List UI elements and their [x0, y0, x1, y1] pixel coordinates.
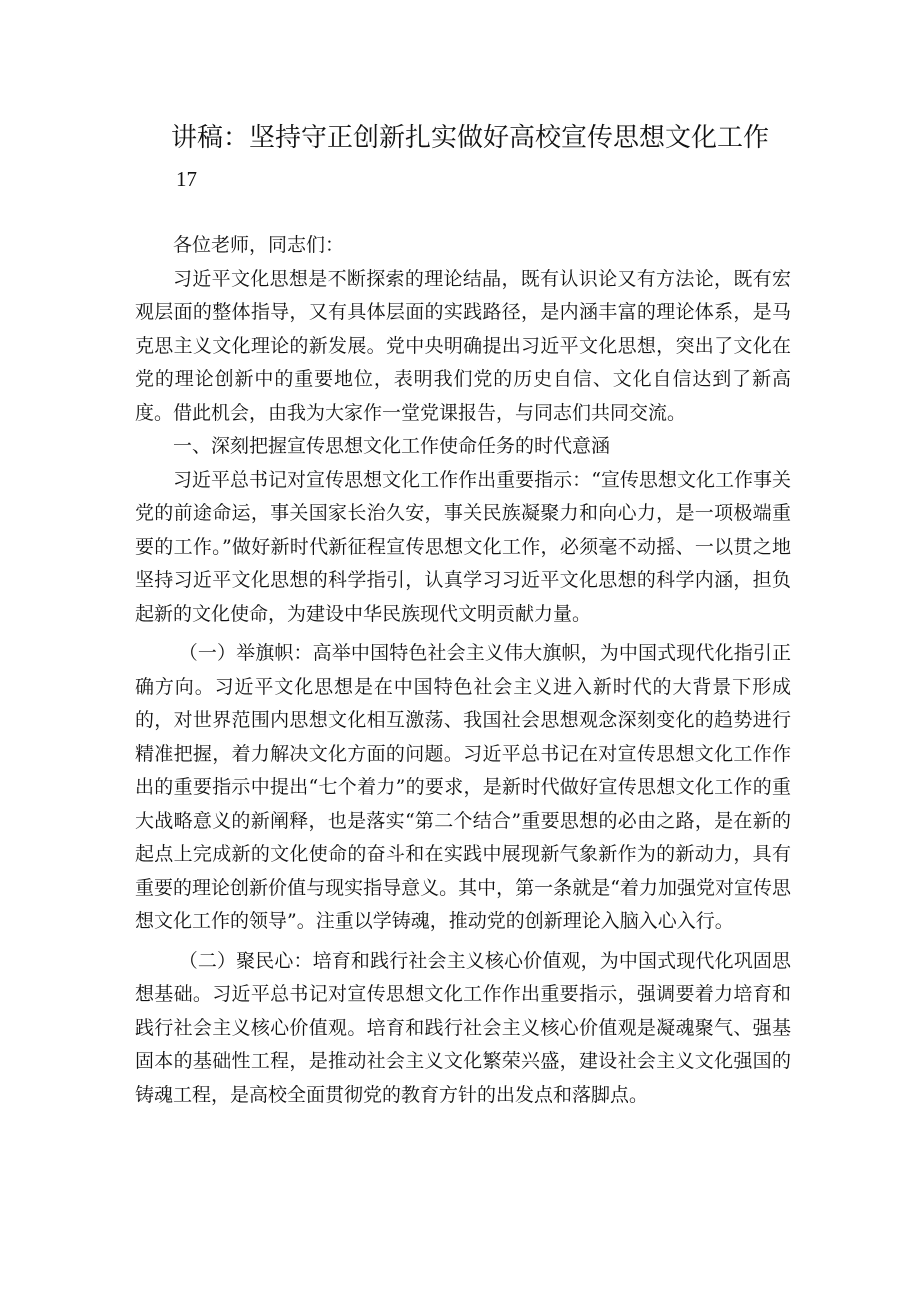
subsection-paragraph-1: （一）举旗帜：高举中国特色社会主义伟大旗帜，为中国式现代化指引正确方向。习近平文化思想是在中国特色社会主义进入新时代的大背景下形成的，对世界范围内思想文化相互激荡、我国社会思想观念深刻变化的趋势进行精准把握，着力解决文化方面的问题。习近平总书记在对宣传思想文化工作作出的重要指示中提出“七个着力”的要求，是新时代做好宣传思想文化工作的重大战略意义的新阐释，也是落实“第二个结合”重要思想的必由之路，是在新的起点上完成新的文化使命的奋斗和在实践中展现新气象新作为的新动力，具有重要的理论创新价值与现实指导意义。其中，第一条就是“着力加强党对宣传思想文化工作的领导”。注重以学铸魂，推动党的创新理论入脑入心入行。	[135, 642, 791, 932]
document-title: 讲稿：坚持守正创新扎实做好高校宣传思想文化工作	[170, 123, 769, 153]
document-number: 17	[176, 167, 197, 191]
section-paragraph: 习近平总书记对宣传思想文化工作作出重要指示：“宣传思想文化工作事关党的前途命运，事关国家长治久安，事关民族凝聚力和向心力，是一项极端重要的工作。”做好新时代新征程宣传思想文化工作，必须毫不动摇、一以贯之地坚持习近平文化思想的科学指引，认真学习习近平文化思想的科学内涵，担负起新的文化使命，为建设中华民族现代文明贡献力量。	[135, 468, 791, 625]
section-heading: 一、深刻把握宣传思想文化工作使命任务的时代意涵	[173, 435, 611, 457]
subsection-paragraph-2: （二）聚民心：培育和践行社会主义核心价值观，为中国式现代化巩固思想基础。习近平总书记对宣传思想文化工作作出重要指示，强调要着力培育和践行社会主义核心价值观。培育和践行社会主义核心价值观是凝魂聚气、强基固本的基础性工程，是推动社会主义文化繁荣兴盛，建设社会主义文化强国的铸魂工程，是高校全面贯彻党的教育方针的出发点和落脚点。	[135, 949, 791, 1106]
greeting-paragraph: 各位老师，同志们：	[173, 234, 345, 256]
intro-paragraph: 习近平文化思想是不断探索的理论结晶，既有认识论又有方法论，既有宏观层面的整体指导，又有具体层面的实践路径，是内涵丰富的理论体系，是马克思主义文化理论的新发展。党中央明确提出习近平文化思想，突出了文化在党的理论创新中的重要地位，表明我们党的历史自信、文化自信达到了新高度。借此机会，由我为大家作一堂党课报告，与同志们共同交流。	[135, 267, 791, 424]
document-body	[135, 229, 791, 1112]
